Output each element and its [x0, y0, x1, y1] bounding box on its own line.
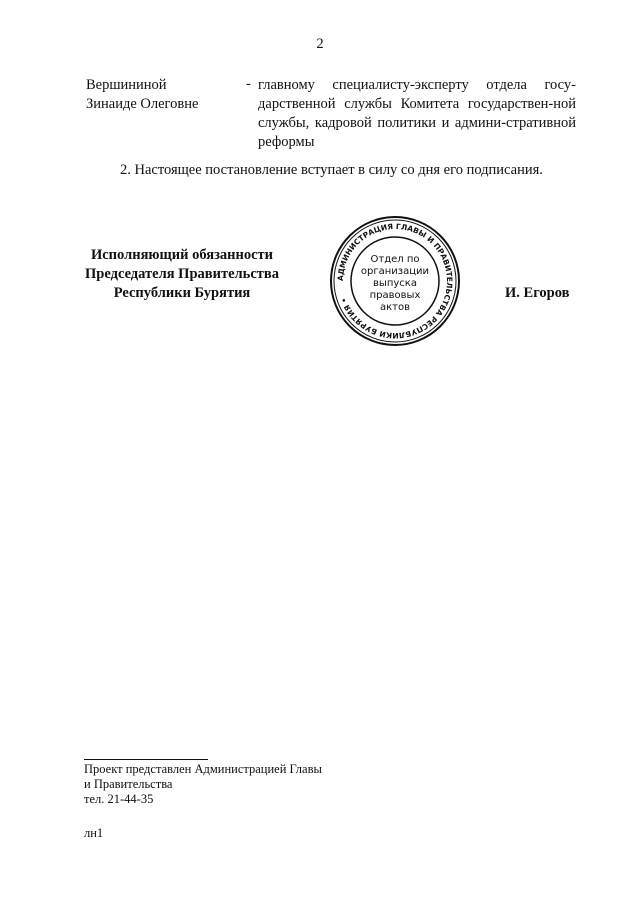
name-line: Зинаиде Олеговне [86, 96, 199, 112]
footer-divider [84, 759, 208, 760]
title-line: Председателя Правительства [85, 266, 279, 282]
appointee-name [86, 76, 198, 114]
footer-note [84, 762, 322, 807]
official-stamp [326, 214, 464, 348]
stamp-line: организации [360, 266, 430, 277]
dash: - [246, 76, 251, 92]
document-code: лн1 [84, 826, 104, 840]
stamp-line: Отдел по [370, 254, 420, 265]
signatory-name: И. Егоров [505, 285, 570, 301]
footer-line: тел. 21-44-35 [84, 792, 154, 806]
appointee-position: главному специалисту-эксперту отдела госу-дарственной службы Комитета государствен-ной службы, кадровой политики и админи-стративной реформы [258, 77, 576, 150]
stamp-line: выпуска [373, 278, 417, 289]
page-number: 2 [316, 36, 324, 52]
signatory-title [84, 246, 280, 303]
stamp-ring-text: АДМИНИСТРАЦИЯ ГЛАВЫ И ПРАВИТЕЛЬСТВА РЕСПУБЛИКИ БУРЯТИЯ • [335, 221, 455, 341]
paragraph-2: 2. Настоящее постановление вступает в силу со дня его подписания. [120, 162, 543, 178]
title-line: Республики Бурятия [113, 285, 251, 301]
footer-line: и Правительства [84, 777, 173, 791]
stamp-line: актов [379, 302, 411, 313]
title-line: Исполняющий обязанности [90, 247, 274, 263]
stamp-line: правовых [369, 290, 421, 301]
name-line: Вершининой [86, 77, 167, 93]
footer-line: Проект представлен Администрацией Главы [84, 762, 322, 776]
